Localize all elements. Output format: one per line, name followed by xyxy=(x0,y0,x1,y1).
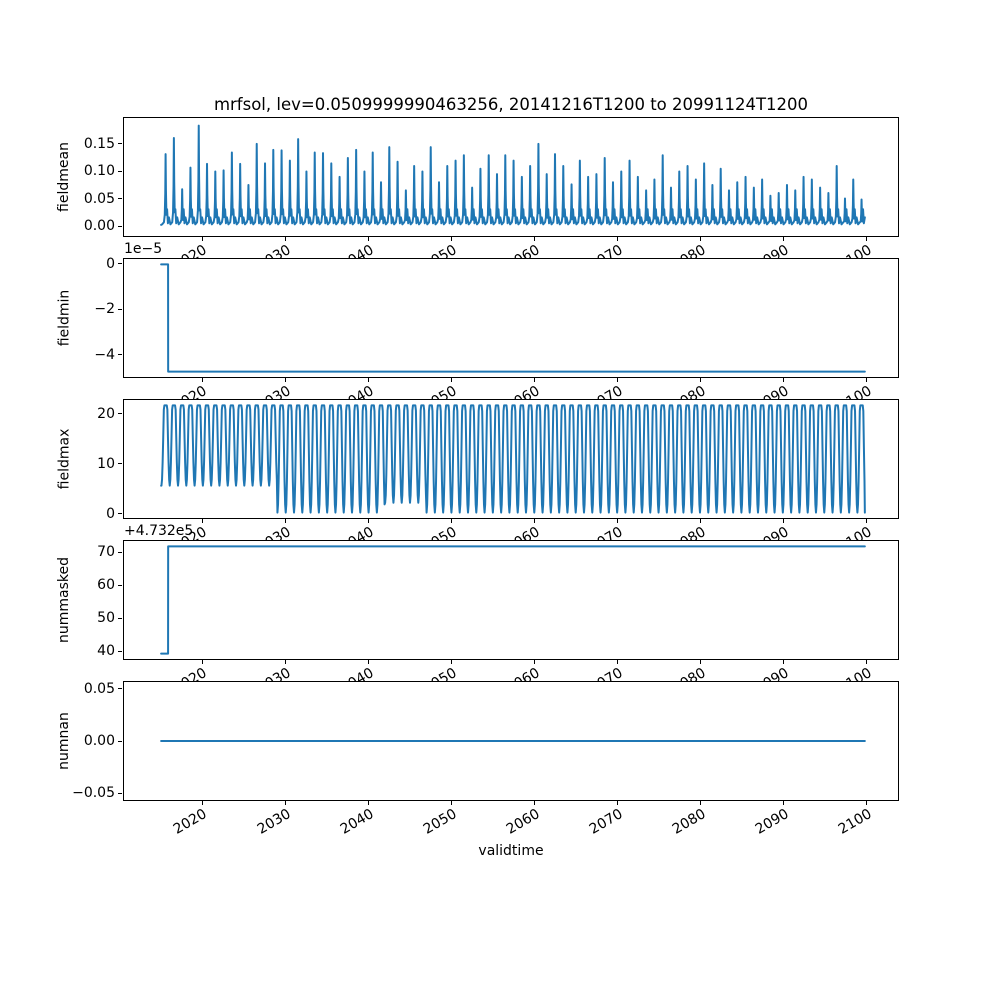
x-tick-label: 2060 xyxy=(503,806,543,838)
x-tick-label: 2090 xyxy=(752,806,792,838)
x-tick-mark xyxy=(285,660,286,664)
x-axis-title: validtime xyxy=(478,843,544,859)
x-tick-label: 2080 xyxy=(669,806,709,838)
plot-area-fieldmean xyxy=(123,117,899,237)
plot-area-nummasked xyxy=(123,540,899,660)
x-tick-mark xyxy=(368,237,369,241)
y-axis-offset-label: +4.732e5 xyxy=(124,523,194,539)
x-tick-label: 2100 xyxy=(835,806,875,838)
x-tick-mark xyxy=(451,660,452,664)
x-tick-mark xyxy=(202,660,203,664)
x-tick-label: 2020 xyxy=(171,806,211,838)
x-tick-mark xyxy=(783,660,784,664)
x-tick-mark xyxy=(368,801,369,805)
y-tick-label: 0 xyxy=(106,255,115,272)
x-tick-mark xyxy=(617,801,618,805)
y-tick-mark xyxy=(118,688,122,689)
x-tick-mark xyxy=(700,378,701,382)
x-tick-mark xyxy=(368,660,369,664)
y-axis-label-text: numnan xyxy=(56,712,72,770)
x-tick-mark xyxy=(534,237,535,241)
y-tick-mark xyxy=(118,226,122,227)
y-tick-label: 50 xyxy=(97,610,115,627)
y-tick-label: −0.05 xyxy=(72,785,115,802)
y-axis-offset-label: 1e−5 xyxy=(124,241,163,257)
x-tick-mark xyxy=(700,801,701,805)
x-tick-label: 2040 xyxy=(337,806,377,838)
y-axis-label-text: fieldmin xyxy=(56,289,73,347)
x-tick-mark xyxy=(534,519,535,523)
plot-area-fieldmax xyxy=(123,399,899,519)
line-series-numnan xyxy=(124,682,898,800)
x-tick-mark xyxy=(866,378,867,382)
y-tick-mark xyxy=(118,413,122,414)
y-tick-label: 0.00 xyxy=(83,218,115,235)
y-tick-label: 0.00 xyxy=(83,733,115,749)
y-axis-label-text: nummasked xyxy=(56,556,73,644)
x-tick-label: 2070 xyxy=(586,806,626,838)
x-tick-label: 2050 xyxy=(420,806,460,838)
y-tick-mark xyxy=(118,618,122,619)
y-axis-label-text: fieldmax xyxy=(56,428,72,490)
subplot-fieldmax xyxy=(56,399,899,522)
x-tick-mark xyxy=(451,237,452,241)
line-series-nummasked xyxy=(124,541,898,659)
y-tick-label: 0.10 xyxy=(83,163,115,180)
x-tick-mark xyxy=(783,378,784,382)
line-series-fieldmin xyxy=(124,259,898,377)
x-tick-mark xyxy=(285,519,286,523)
x-tick-mark xyxy=(866,660,867,664)
y-tick-mark xyxy=(118,143,122,144)
y-tick-label: 0 xyxy=(106,505,115,522)
y-tick-mark xyxy=(118,309,122,310)
y-tick-mark xyxy=(118,552,122,553)
y-tick-mark xyxy=(118,651,122,652)
subplot-nummasked xyxy=(56,523,899,660)
x-tick-mark xyxy=(700,660,701,664)
x-tick-mark xyxy=(617,519,618,523)
x-tick-mark xyxy=(202,519,203,523)
line-series-fieldmax xyxy=(124,400,898,518)
x-tick-mark xyxy=(617,378,618,382)
x-tick-mark xyxy=(202,801,203,805)
y-tick-mark xyxy=(118,171,122,172)
x-tick-mark xyxy=(451,378,452,382)
x-tick-mark xyxy=(866,801,867,805)
y-tick-mark xyxy=(118,463,122,464)
y-tick-label: −4 xyxy=(94,346,115,363)
x-tick-mark xyxy=(866,519,867,523)
y-tick-mark xyxy=(118,793,122,794)
plot-area-fieldmin xyxy=(123,258,899,378)
subplot-fieldmin xyxy=(56,241,899,378)
y-tick-mark xyxy=(118,513,122,514)
y-tick-label: 70 xyxy=(97,544,115,561)
x-tick-mark xyxy=(285,801,286,805)
x-tick-mark xyxy=(534,801,535,805)
x-tick-mark xyxy=(700,237,701,241)
y-tick-mark xyxy=(118,585,122,586)
x-tick-mark xyxy=(866,237,867,241)
y-tick-label: −2 xyxy=(94,301,115,318)
x-tick-mark xyxy=(617,237,618,241)
y-tick-label: 0.15 xyxy=(83,135,115,152)
x-tick-mark xyxy=(534,378,535,382)
x-tick-mark xyxy=(783,801,784,805)
line-series-fieldmean xyxy=(124,118,898,236)
x-tick-mark xyxy=(368,378,369,382)
y-tick-mark xyxy=(118,198,122,199)
x-tick-label: 2030 xyxy=(254,806,294,838)
chart-title: mrfsol, lev=0.0509999990463256, 20141216T1200 to 20991124T1200 xyxy=(213,95,809,114)
x-tick-mark xyxy=(285,378,286,382)
x-tick-mark xyxy=(285,237,286,241)
y-tick-label: 20 xyxy=(97,405,115,422)
y-tick-mark xyxy=(118,354,122,355)
y-tick-label: 40 xyxy=(97,643,115,660)
x-tick-mark xyxy=(783,519,784,523)
x-tick-mark xyxy=(202,237,203,241)
x-tick-mark xyxy=(534,660,535,664)
y-tick-label: 0.05 xyxy=(83,680,115,697)
x-tick-mark xyxy=(202,378,203,382)
x-tick-mark xyxy=(451,519,452,523)
y-tick-label: 60 xyxy=(97,577,115,594)
x-tick-mark xyxy=(783,237,784,241)
subplot-numnan xyxy=(56,680,899,838)
plot-area-numnan xyxy=(123,681,899,801)
x-tick-mark xyxy=(451,801,452,805)
y-axis-label-text: fieldmean xyxy=(56,142,73,212)
y-tick-label: 10 xyxy=(97,455,115,472)
x-tick-mark xyxy=(368,519,369,523)
y-tick-mark xyxy=(118,263,122,264)
x-tick-mark xyxy=(617,660,618,664)
subplot-fieldmean xyxy=(56,117,899,237)
x-tick-mark xyxy=(700,519,701,523)
y-tick-mark xyxy=(118,741,122,742)
y-tick-label: 0.05 xyxy=(83,190,115,207)
